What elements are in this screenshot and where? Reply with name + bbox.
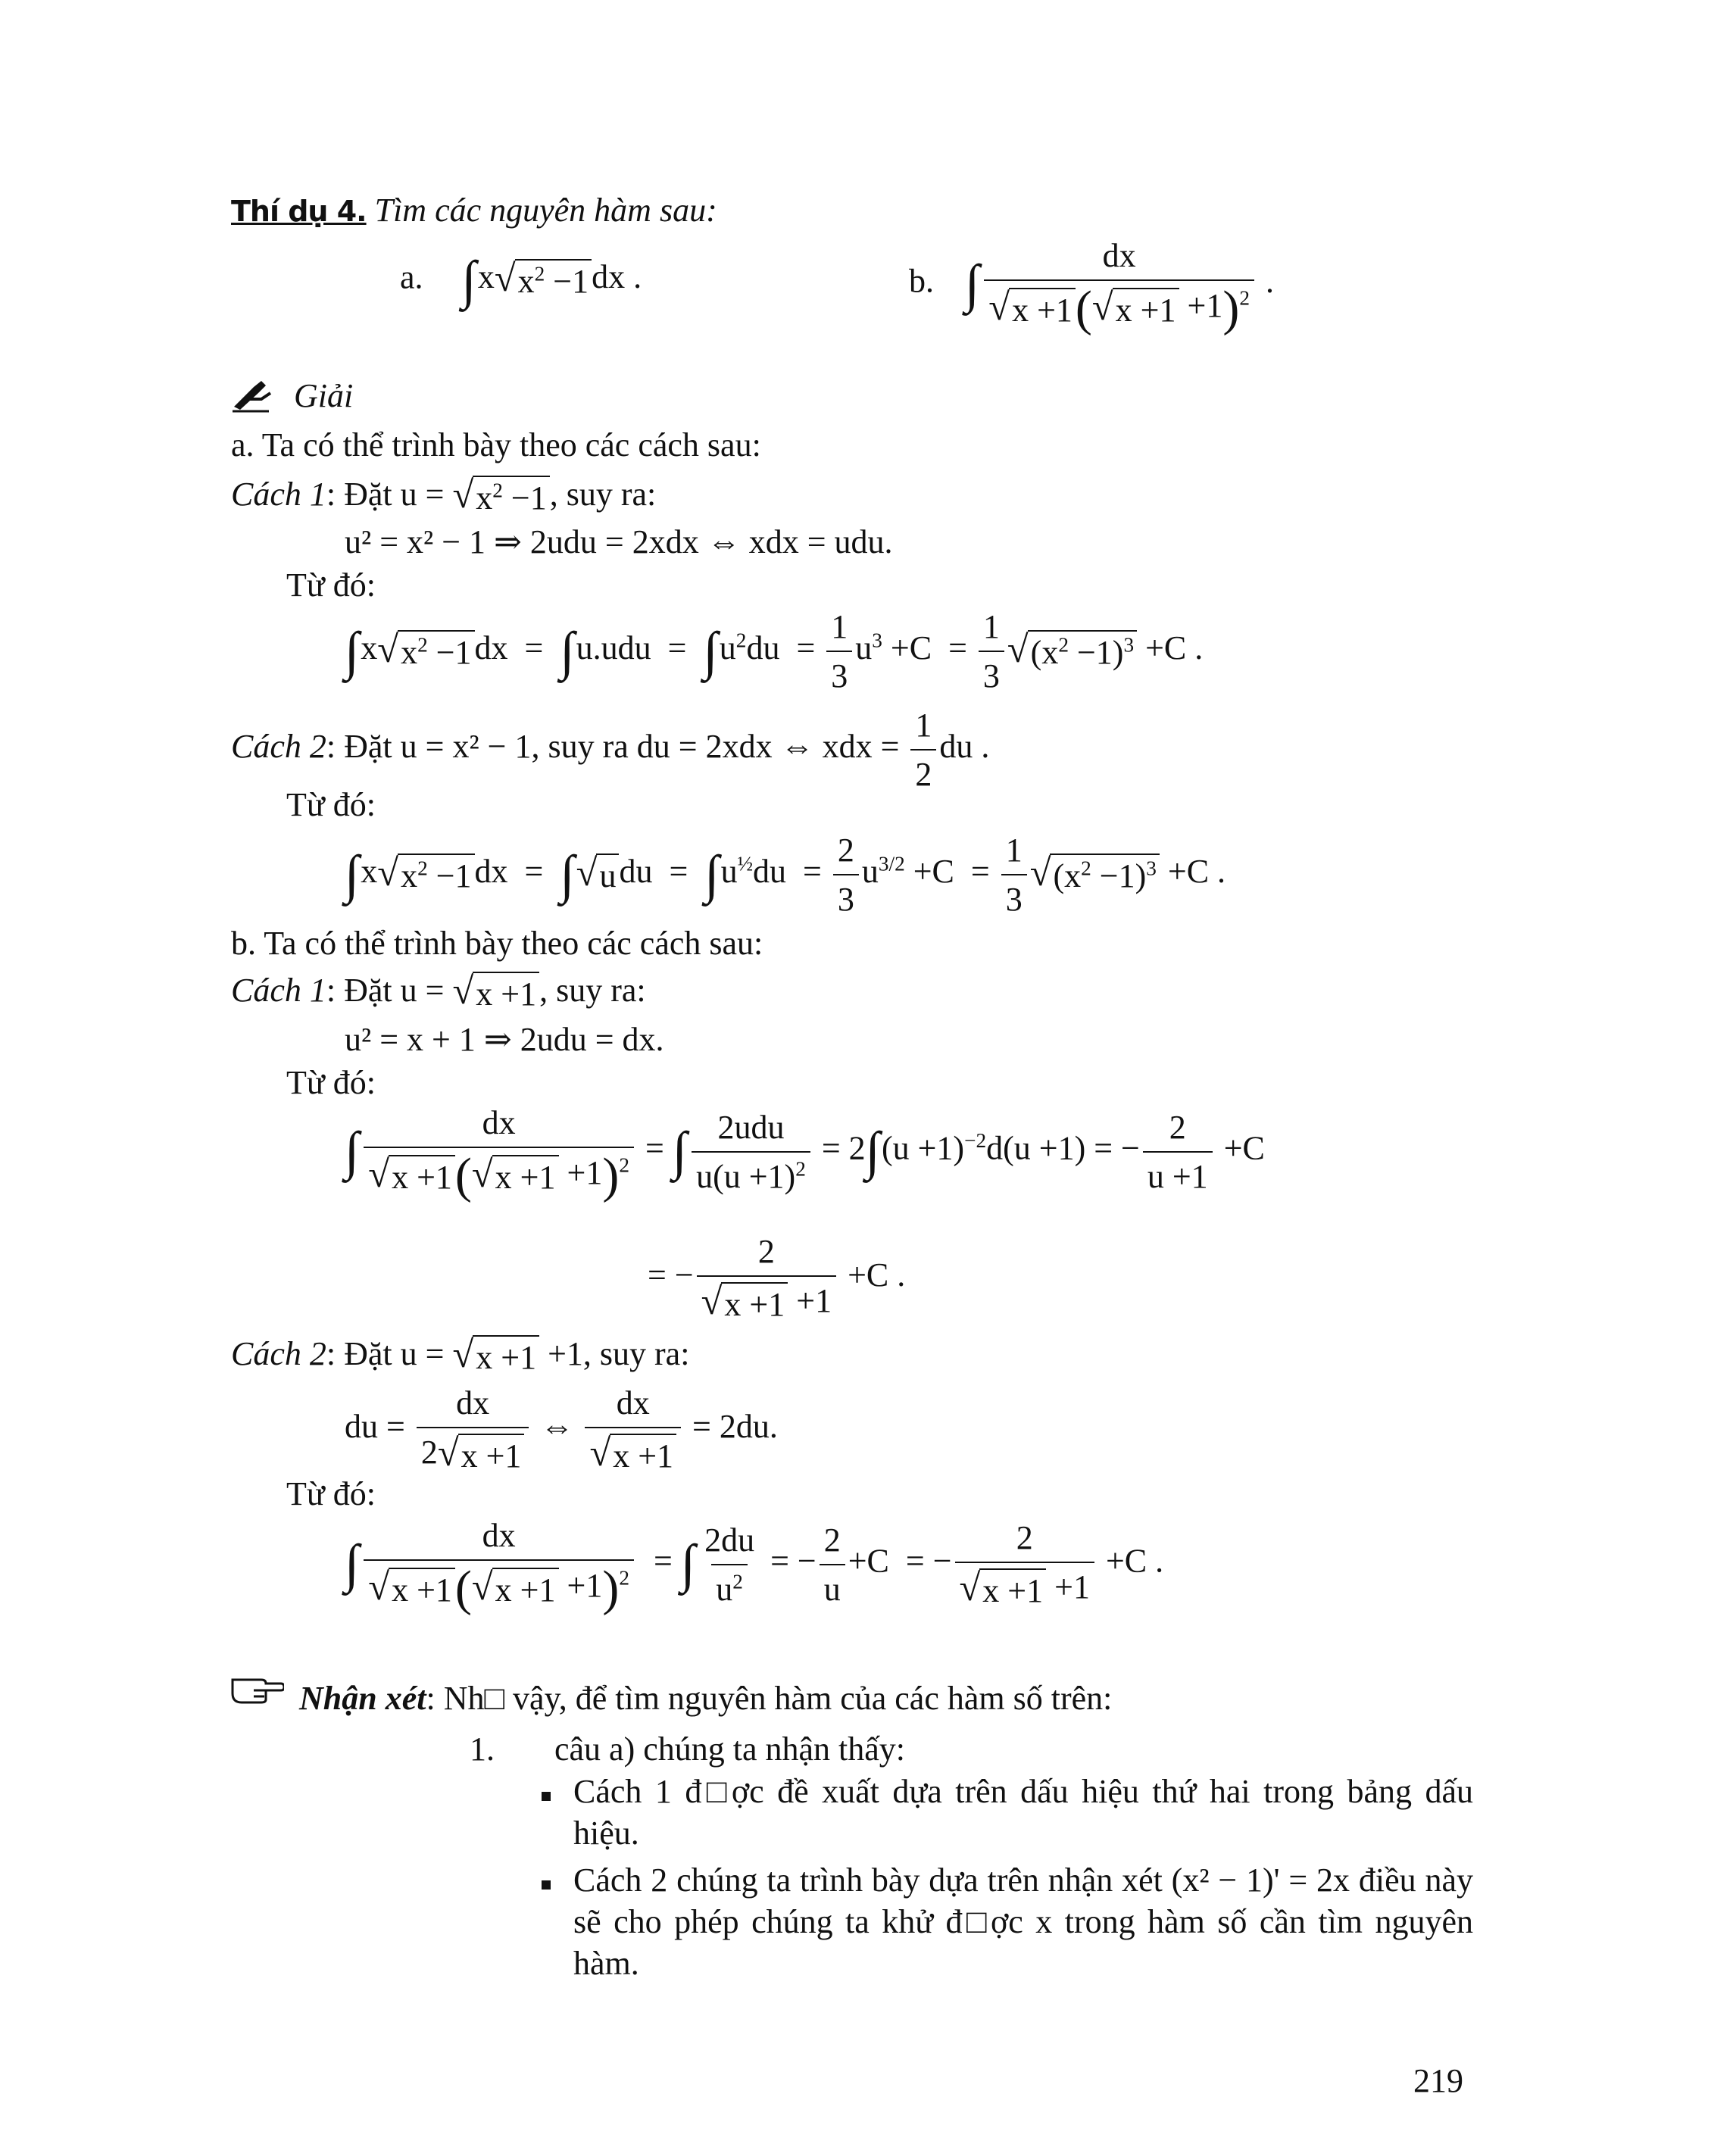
problem-a: [400, 251, 642, 310]
b-cach2: Cách 2: Đặt u = √ x +1 +1, suy ra:: [231, 1333, 689, 1378]
problem-a-formula: ∫x √ $x^2 -1$ dx .: [461, 251, 642, 310]
example-label: Thí dụ 4.: [231, 195, 367, 228]
remark-text: : Nh□ vậy, để tìm nguyên hàm của các hàm số trên:: [426, 1680, 1113, 1717]
bullet-marker: [542, 1792, 551, 1801]
a-intro: a. Ta có thể trình bày theo các cách sau:: [231, 426, 761, 463]
b-cach1-text: : Đặt u =: [326, 972, 453, 1009]
b-cach2-label: Cách 2: [231, 1335, 326, 1372]
remark-item-1-num: 1.: [470, 1730, 495, 1768]
remark-bullet-1: [542, 1771, 1473, 1854]
a-cach1-sqrt: √ $x^2 -1$: [452, 476, 549, 519]
problem-b-formula: ∫ dx √ x +1 ( √ x +1 +1)$^2$ .: [965, 237, 1274, 336]
remark-line: [299, 1677, 1112, 1719]
problem-b-label: b.: [909, 262, 934, 300]
b-intro: b. Ta có thể trình bày theo các cách sau:: [231, 925, 763, 962]
a-cach1-text: : Đặt u =: [326, 476, 453, 513]
b-cach1-label: Cách 1: [231, 972, 326, 1009]
remark-item-1-text: câu a) chúng ta nhận thấy:: [554, 1730, 906, 1768]
bullet-marker: [542, 1880, 551, 1890]
a-cach1-result: ∫x √ $x^2 -1$ dx = $\int u.udu = \int u^2du$ = $\frac{1}{3}$ $u^3 +C$ = $\frac{1}{3}$ √ $(x^2 -1)^3$ +C .: [345, 606, 1203, 697]
b-tu-do-2: Từ đó:: [286, 1475, 376, 1512]
a-cach1: [231, 473, 656, 519]
a-cach1-label: Cách 1: [231, 476, 326, 513]
remark-item-1: [470, 1728, 905, 1770]
b-cach1-result-2: = − 2 √ x +1 +1 +C .: [648, 1231, 905, 1325]
example-title: Tìm các nguyên hàm sau:: [374, 192, 717, 229]
b-cach1-line2: u² = x + 1 ⇒ 2udu = dx.: [345, 1021, 664, 1058]
writing-hand-icon: [231, 376, 275, 413]
b-cach1-tail: , suy ra:: [539, 972, 646, 1009]
problem-b: [909, 235, 1274, 334]
b-cach2-du: du = dx 2 √ x +1 ⇔ dx √ x +1 = 2du.: [345, 1382, 778, 1477]
a-cach2-result: ∫x √ $x^2 -1$ dx = ∫ √ u du = $\int u^{\frac{1}{2}}du$ = $\frac{2}{3}$ $u^{3/2} +C$ = $\frac{1}{3}$ √ $(x^2 -1)^3$ +C .: [345, 829, 1226, 920]
b-cach1: Cách 1: Đặt u = √ x +1 , suy ra:: [231, 969, 646, 1015]
a-cach2-label: Cách 2: [231, 728, 326, 766]
remark-label: Nhận xét: [299, 1680, 426, 1717]
b-cach2-tail: , suy ra:: [582, 1335, 690, 1372]
remark-bullet-2: [542, 1859, 1473, 1984]
a-tu-do-2: Từ đó:: [286, 786, 376, 823]
remark-bullet-1-text: Cách 1 đ□ợc đề xuất dựa trên dấu hiệu thứ hai trong bảng dấu hiệu.: [573, 1773, 1473, 1852]
solution-label: Giải: [294, 377, 354, 414]
a-cach1-tail: , suy ra:: [549, 476, 657, 513]
a-cach2-text: : Đặt u = x² − 1, suy ra du = 2xdx ⇔ xdx =: [326, 728, 908, 766]
page-number: 219: [1413, 2062, 1463, 2099]
pointing-hand-icon: [231, 1674, 284, 1704]
b-cach2-text: : Đặt u =: [326, 1335, 453, 1372]
a-cach2: Cách 2: Đặt u = x² − 1, suy ra du = 2xdx ⇔ xdx = $\frac{1}{2}$ du .: [231, 704, 989, 795]
b-cach1-result: ∫ dx √ x +1 ( √ x +1 +1)$^2$ = ∫ $\frac{\text{2udu}}{u(u +1)^2}$ = $2\int(u +1)^{-2}d(u +1)$ = − $\frac{2}{u +1}$ +C: [345, 1104, 1265, 1203]
a-tu-do-1: Từ đó:: [286, 566, 376, 604]
problem-a-label: a.: [400, 258, 423, 296]
b-tu-do-1: Từ đó:: [286, 1064, 376, 1101]
b-cach2-result: ∫ dx √ x +1 ( √ x +1 +1)$^2$ = ∫ $\frac{2du}{u^2}$ = − $\frac{2}{u}$ +C = − 2 √ x +1 +1 +C .: [345, 1517, 1164, 1616]
a-cach1-line2: u² = x² − 1 ⇒ 2udu = 2xdx ⇔ xdx = udu.: [345, 523, 893, 560]
remark-bullet-2-text: Cách 2 chúng ta trình bày dựa trên nhận xét (x² − 1)' = 2x điều này sẽ cho phép chúng ta khử đ□ợc x trong hàm số cần tìm nguyên hàm.: [573, 1861, 1473, 1982]
example-heading: [231, 189, 717, 231]
